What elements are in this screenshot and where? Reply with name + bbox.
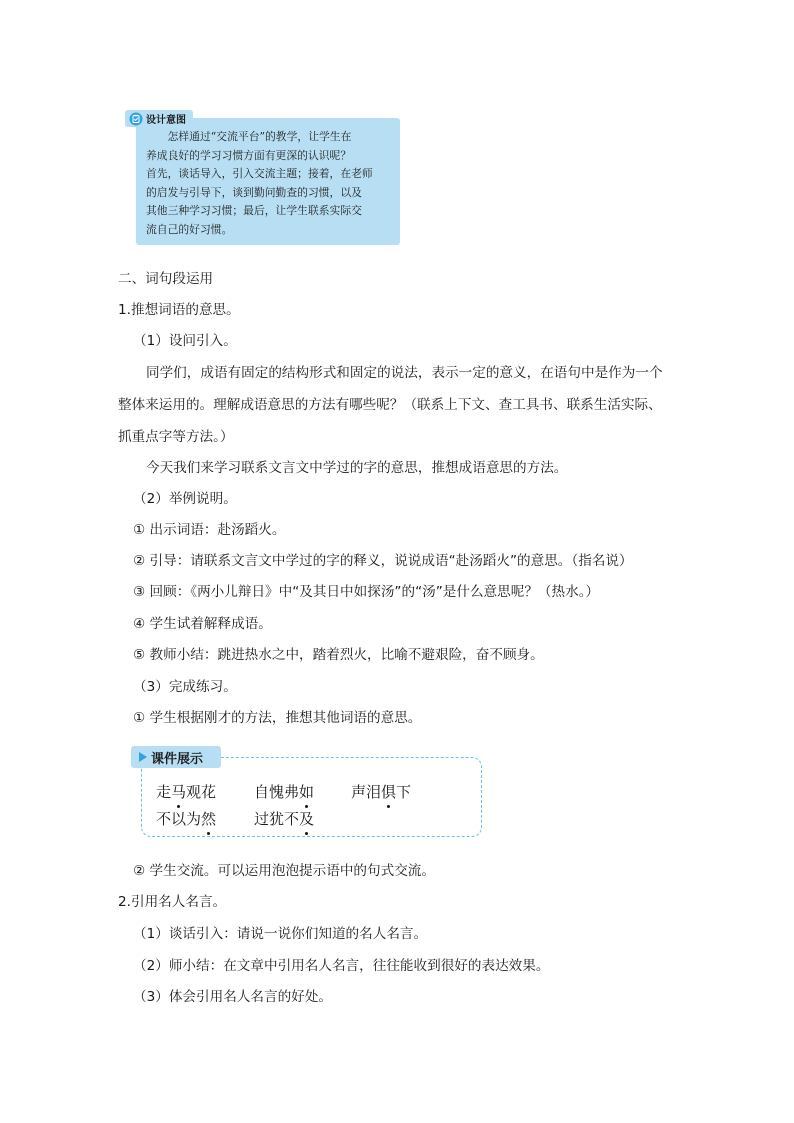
idiom-term: 不以为然: [156, 810, 217, 828]
intent-line: 首先，谈话导入，引入交流主题；接着，在老师: [146, 167, 373, 180]
quote-step: （2）师小结：在文章中引用名人名言，往往能收到很好的表达效果。: [133, 958, 550, 974]
design-intent-text: [146, 128, 396, 239]
sub-step-3: （3）完成练习。: [133, 679, 237, 695]
paragraph-line: 抓重点字等方法。）: [118, 429, 234, 445]
paragraph-line: 整体来运用的。理解成语意思的方法有哪些呢？（联系上下文、查工具书、联系生活实际、: [118, 397, 662, 413]
intent-line: 其他三种学习习惯；最后，让学生联系实际交: [146, 204, 362, 217]
practice-item: ① 学生根据刚才的方法，推想其他词语的意思。: [133, 710, 422, 726]
item-1-title: 1.推想词语的意思。: [118, 302, 240, 318]
idiom-term: 过犹不及: [254, 810, 315, 828]
courseware-tab: [131, 746, 221, 768]
paragraph-line: 同学们，成语有固定的结构形式和固定的说法，表示一定的意义，在语句中是作为一个: [146, 365, 663, 381]
clipboard-icon: [129, 112, 143, 126]
example-item: ② 引导：请联系文言文中学过的字的释义，说说成语“赴汤蹈火”的意思。（指名说）: [133, 553, 633, 569]
example-item: ① 出示词语：赴汤蹈火。: [133, 522, 286, 538]
intent-line: 的启发与引导下，谈到勤问勤查的习惯，以及: [146, 185, 362, 199]
idiom-term: 声泪俱下: [351, 783, 412, 801]
practice-item: ② 学生交流。可以运用泡泡提示语中的句式交流。: [133, 863, 435, 879]
example-item: ④ 学生试着解释成语。: [133, 616, 272, 632]
intent-line: 怎样通过“交流平台”的教学，让学生在: [146, 130, 352, 143]
quote-step: （1）谈话引入：请说一说你们知道的名人名言。: [133, 926, 428, 942]
quote-step: （3）体会引用名人名言的好处。: [133, 989, 332, 1005]
idiom-term: 走马观花: [156, 783, 217, 801]
intent-line: 流自己的好习惯。: [146, 222, 233, 236]
courseware-label: 课件展示: [151, 751, 204, 767]
idiom-term: 自愧弗如: [254, 783, 315, 801]
sub-step-2: （2）举例说明。: [133, 491, 237, 507]
example-item: ③ 回顾：《两小儿辩日》中“及其日中如探汤”的“汤”是什么意思呢？（热水。）: [133, 584, 600, 600]
design-intent-label: 设计意图: [146, 115, 186, 126]
sub-step-1: （1）设问引入。: [133, 333, 237, 349]
section-title: 二、词句段运用: [118, 271, 214, 287]
paragraph-line: 今天我们来学习联系文言文中学过的字的意思，推想成语意思的方法。: [146, 460, 568, 476]
example-item: ⑤ 教师小结：跳进热水之中，踏着烈火，比喻不避艰险，奋不顾身。: [133, 647, 544, 663]
item-2-title: 2.引用名人名言。: [118, 894, 227, 910]
play-icon: [139, 752, 147, 762]
design-intent-tab: [125, 110, 193, 127]
intent-line: 养成良好的学习习惯方面有更深的认识呢？: [146, 148, 352, 162]
